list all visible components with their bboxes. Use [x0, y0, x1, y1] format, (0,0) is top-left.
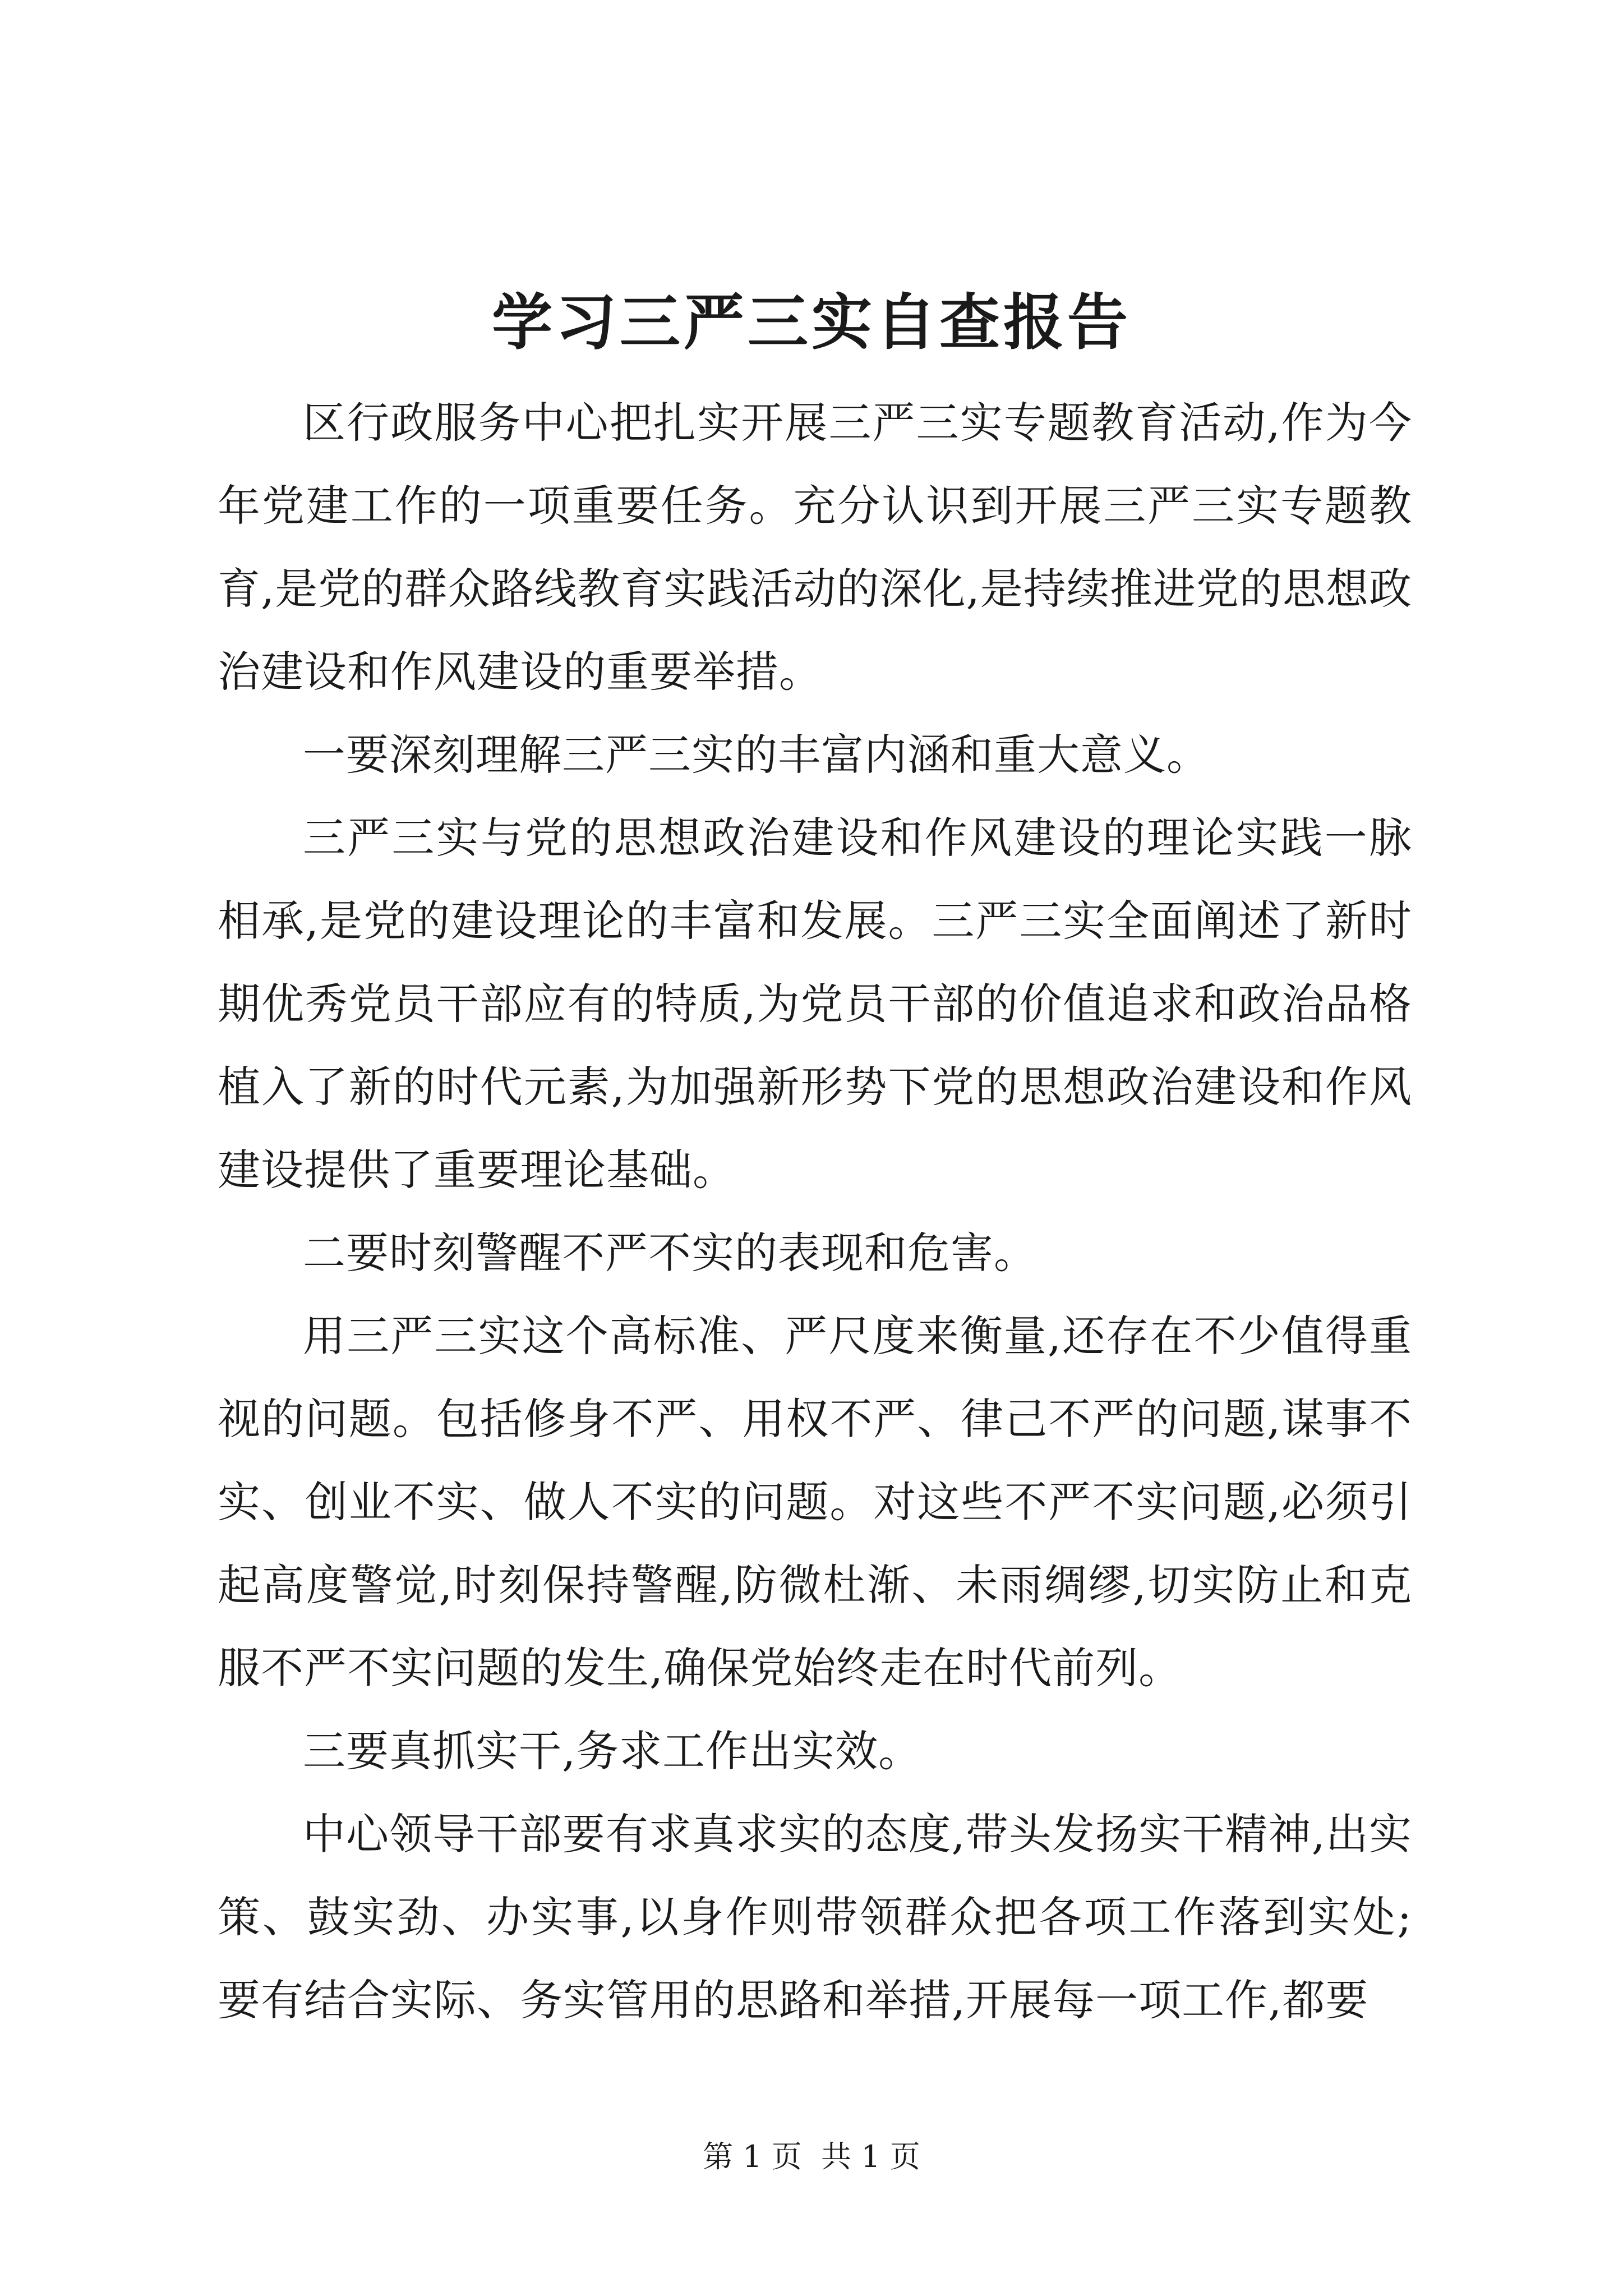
page-number-label: 第 1 页 共 1 页	[703, 2139, 920, 2174]
paragraph-heading-3: 三要真抓实干,务求工作出实效。	[303, 1726, 922, 1776]
paragraph-point-3: 中心领导干部要有求真求实的态度,带头发扬实干精神,出实策、鼓实劲、办实事,以身作则带领群众把各项工作落到实处;要有结合实际、务实管用的思路和举措,开展每一项工作,都要	[218, 1809, 1412, 2025]
page-footer	[0, 2137, 1623, 2177]
paragraph-heading-2: 二要时刻警醒不严不实的表现和危害。	[303, 1228, 1037, 1278]
paragraph-intro: 区行政服务中心把扎实开展三严三实专题教育活动,作为今年党建工作的一项重要任务。充分认识到开展三严三实专题教育,是党的群众路线教育实践活动的深化,是持续推进党的思想政治建设和作风建设的重要举措。	[218, 398, 1412, 697]
document-body	[218, 381, 1412, 2042]
paragraph-point-2: 用三严三实这个高标准、严尺度来衡量,还存在不少值得重视的问题。包括修身不严、用权不严、律己不严的问题,谋事不实、创业不实、做人不实的问题。对这些不严不实问题,必须引起高度警觉,时刻保持警醒,防微杜渐、未雨绸缪,切实防止和克服不严不实问题的发生,确保党始终走在时代前列。	[218, 1311, 1412, 1693]
paragraph-heading-1: 一要深刻理解三严三实的丰富内涵和重大意义。	[303, 730, 1210, 780]
paragraph-point-1: 三严三实与党的思想政治建设和作风建设的理论实践一脉相承,是党的建设理论的丰富和发展。三严三实全面阐述了新时期优秀党员干部应有的特质,为党员干部的价值追求和政治品格植入了新的时代元素,为加强新形势下党的思想政治建设和作风建设提供了重要理论基础。	[218, 813, 1412, 1195]
document-title: 学习三严三实自查报告	[491, 287, 1131, 358]
